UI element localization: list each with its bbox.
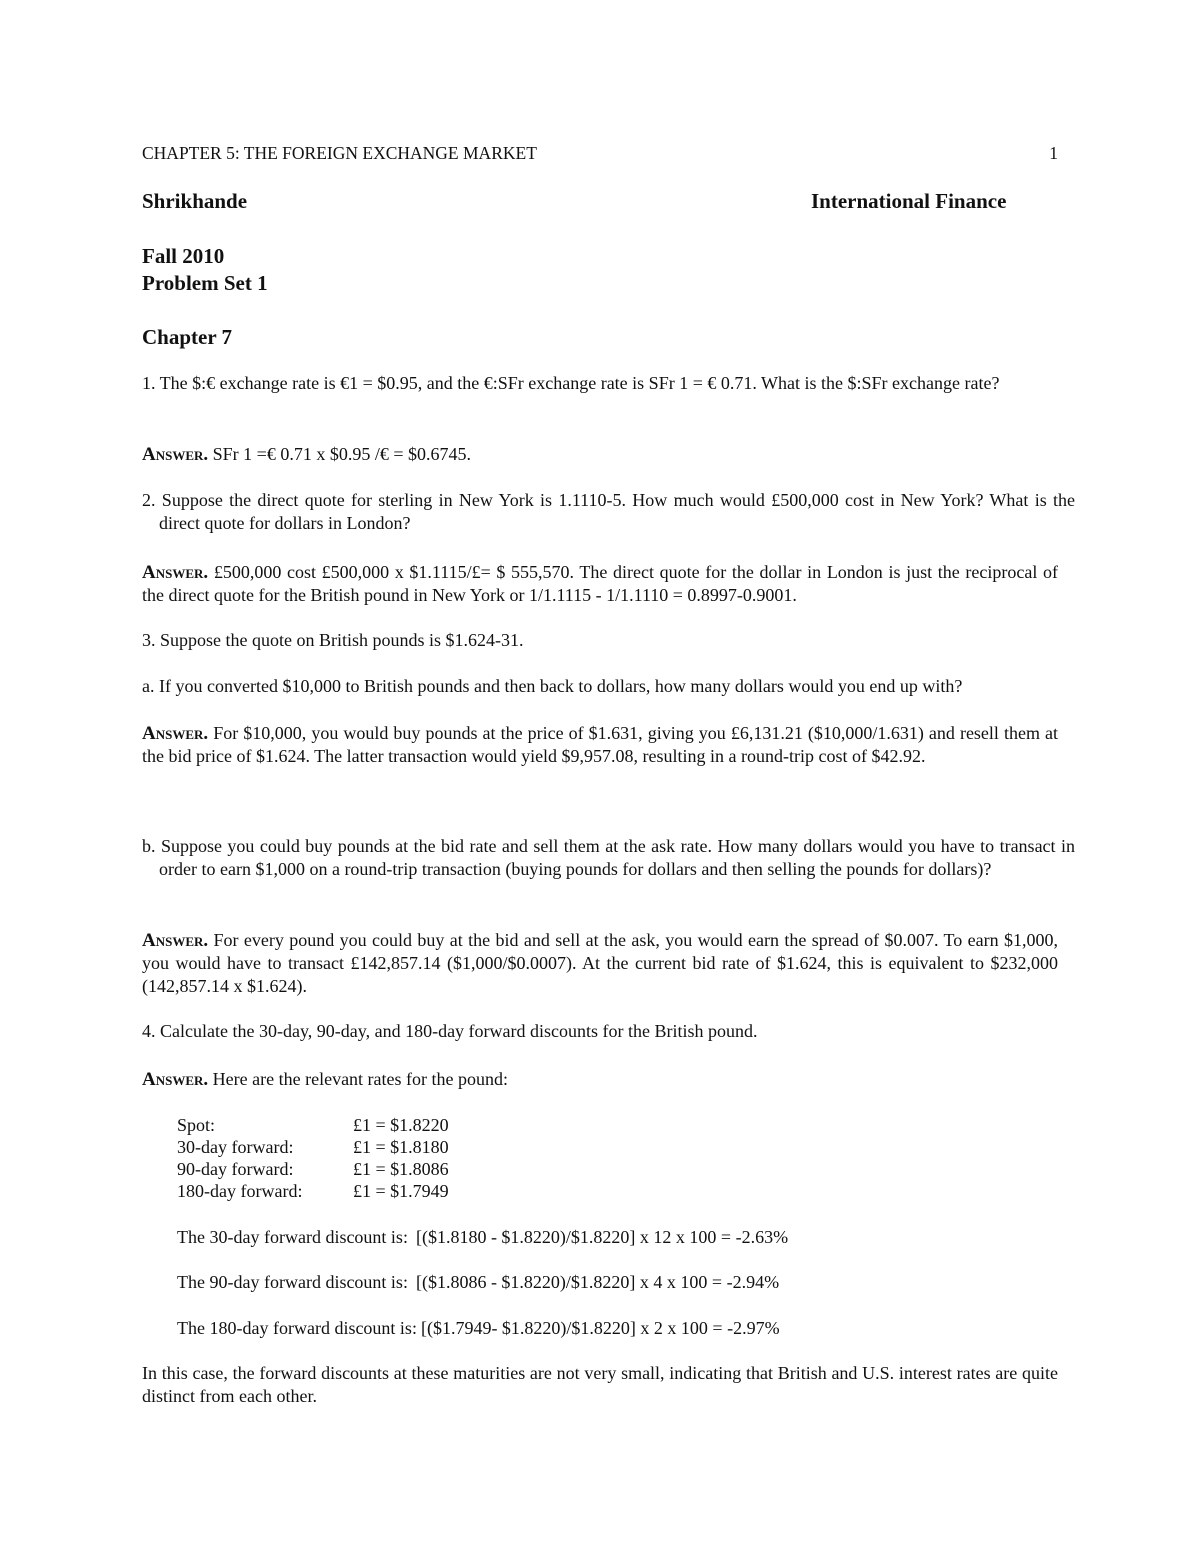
answer-1: [142, 443, 1058, 466]
rate-label: Spot:: [177, 1115, 216, 1135]
question-3a: a. If you converted $10,000 to British pounds and then back to dollars, how many dollars would you end up with?: [142, 676, 963, 696]
rate-value: £1 = $1.8180: [353, 1137, 449, 1157]
answer-3b-text: For every pound you could buy at the bid and sell at the ask, you would earn the spread of $0.007. To earn $1,000, you would have to transact £142,857.14 ($1,000/$0.0007). At the current bid rate of $1.624, this is equivalent to $232,000 (142,857.14 x $1.624).: [142, 930, 1059, 996]
forward-discount-180: [177, 1317, 780, 1340]
answer-2: [142, 561, 1058, 607]
author-name: Shrikhande: [142, 189, 248, 213]
answer-2-text: £500,000 cost £500,000 x $1.1115/£= $ 555,570. The direct quote for the dollar in London is just the reciprocal of the direct quote for the British pound in New York or 1/1.1115 - 1/1.1110 = 0.8997-0.9001.: [142, 562, 1059, 605]
discount-label: The 90-day forward discount is:: [177, 1272, 408, 1292]
answer-label: Answer.: [142, 723, 209, 744]
question-2: 2. Suppose the direct quote for sterling in New York is 1.1110-5. How much would £500,000 cost in New York? What is the direct quote for dollars in London?: [142, 490, 1075, 533]
problem-set-title: Problem Set 1: [142, 271, 268, 295]
discount-expression: [($1.8180 - $1.8220)/$1.8220] x 12 x 100 = -2.63%: [415, 1227, 789, 1247]
answer-label: Answer.: [142, 930, 209, 951]
answer-label: Answer.: [142, 562, 209, 583]
answer-3a: [142, 722, 1058, 768]
answer-label: Answer.: [142, 444, 209, 465]
running-header: [142, 142, 1058, 165]
chapter-title: CHAPTER 5: THE FOREIGN EXCHANGE MARKET: [142, 143, 537, 163]
page-number: 1: [1049, 143, 1058, 163]
term: Fall 2010: [142, 244, 225, 268]
question-3b: b. Suppose you could buy pounds at the bid rate and sell them at the ask rate. How many dollars would you have to transact in order to earn $1,000 on a round-trip transaction (buying pounds for dollars and then selling the pounds for dollars)?: [142, 836, 1075, 879]
rate-label: 90-day forward:: [177, 1159, 294, 1179]
question-3: 3. Suppose the quote on British pounds is $1.624-31.: [142, 630, 524, 650]
rate-label: 180-day forward:: [177, 1181, 303, 1201]
question-4: 4. Calculate the 30-day, 90-day, and 180-day forward discounts for the British pound.: [142, 1021, 758, 1041]
chapter-heading: Chapter 7: [142, 325, 233, 349]
author-course-line: [142, 190, 1058, 213]
discount-expression: [($1.7949- $1.8220)/$1.8220] x 2 x 100 = -2.97%: [420, 1318, 780, 1338]
discount-expression: [($1.8086 - $1.8220)/$1.8220] x 4 x 100 = -2.94%: [415, 1272, 780, 1292]
discount-label: The 30-day forward discount is:: [177, 1227, 408, 1247]
discount-label: The 180-day forward discount is:: [177, 1318, 417, 1338]
question-1: 1. The $:€ exchange rate is €1 = $0.95, and the €:SFr exchange rate is SFr 1 = € 0.71. What is the $:SFr exchange rate?: [142, 373, 1000, 393]
rate-value: £1 = $1.8220: [353, 1115, 449, 1135]
rate-value: £1 = $1.8086: [353, 1159, 449, 1179]
answer-3a-text: For $10,000, you would buy pounds at the price of $1.631, giving you £6,131.21 ($10,000/1.631) and resell them at the bid price of $1.624. The latter transaction would yield $9,957.08, resulting in a round-trip cost of $42.92.: [142, 723, 1059, 766]
answer-label: Answer.: [142, 1069, 209, 1090]
rate-value: £1 = $1.7949: [353, 1181, 449, 1201]
answer-1-text: SFr 1 =€ 0.71 x $0.95 /€ = $0.6745.: [212, 444, 471, 464]
forward-discount-30: [177, 1226, 788, 1249]
conclusion-paragraph: In this case, the forward discounts at these maturities are not very small, indicating that British and U.S. interest rates are quite distinct from each other.: [142, 1363, 1058, 1406]
course-name: International Finance: [811, 189, 1007, 213]
forward-discount-90: [177, 1271, 779, 1294]
answer-3b: [142, 929, 1058, 998]
answer-4-intro: [142, 1068, 1058, 1091]
answer-4-intro-text: Here are the relevant rates for the pound:: [212, 1069, 509, 1089]
rate-label: 30-day forward:: [177, 1137, 294, 1157]
